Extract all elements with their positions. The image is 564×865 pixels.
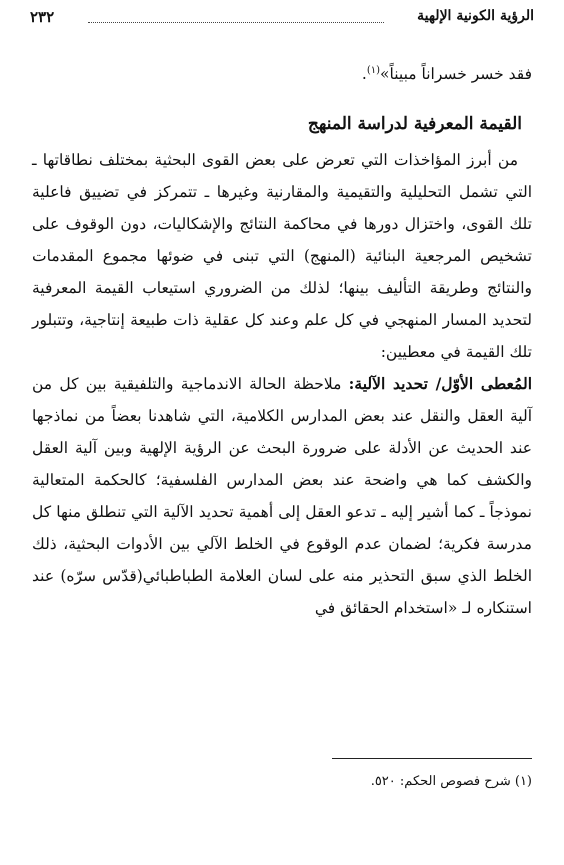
quote-closing-line [32, 58, 532, 90]
running-header [30, 8, 534, 30]
section-heading: القيمة المعرفية لدراسة المنهج [307, 114, 522, 134]
page-number: ٢٣٢ [30, 8, 55, 26]
paragraph-2-end: عند استنكاره لـ «استخدام الحقائق في [32, 567, 532, 617]
honorific-glyph: (قدّس سرّه) [60, 567, 143, 585]
quote-closing-text: فقد خسر خسراناً مبيناً» [380, 65, 532, 83]
quote-closing-end: . [361, 65, 367, 83]
footnote-reference: (١) [366, 64, 381, 76]
body-text [32, 58, 532, 624]
paragraph-2-term: المُعطى الأوّل/ تحديد الآلية: [348, 374, 533, 393]
footnote-separator [332, 758, 532, 759]
paragraph-1: من أبرز المؤاخذات التي تعرض على بعض القوى البحثية بمختلف نطاقاتها ـ التي تشمل التحليلية والتقيمية والمقارنية وغيرها ـ تتمركز في تضييق فاعلية تلك القوى، واختزال دورها في محاكمة النتائج والإشكاليات، دون الوقوف على تشخيص المرجعية البنائية (المنهج) التي تبنى في ضوئها مجموع المقدمات والنتائج وطريقة التأليف بينها؛ لذلك من الضروري استيعاب القيمة المعرفية لتحديد المسار المنهجي في كل علم وعند كل عقلية ذات طبيعة إنتاجية، وتتبلور تلك القيمة في معطيين: [32, 151, 532, 361]
footnote: (١) شرح فصوص الحكم: ٥٢٠. [370, 774, 532, 789]
paragraph-2-text: ملاحظة الحالة الاندماجية والتلفيقية بين كل من آلية العقل والنقل عند بعض المدارس الكلامية، التي شاهدنا بعضاً من نماذجها عند الحديث عن الأدلة على ضرورة البحث عن الرؤية الإلهية وبين آلية العقل والكشف كما هي واضحة عند بعض المدارس الفلسفية؛ كالحكمة المتعالية نموذجاً ـ كما أشير إليه ـ تدعو العقل إلى أهمية تحديد الآلية التي تنطلق منها كل مدرسة فكرية؛ لضمان عدم الوقوع في الخلط الآلي بين الأدوات البحثية، ذلك الخلط الذي سبق التحذير منه على لسان العلامة الطباطبائي [32, 375, 532, 585]
running-title: الرؤية الكونية الإلهية [417, 8, 534, 24]
header-dotted-leader [88, 22, 384, 23]
paragraph-2 [32, 368, 532, 624]
